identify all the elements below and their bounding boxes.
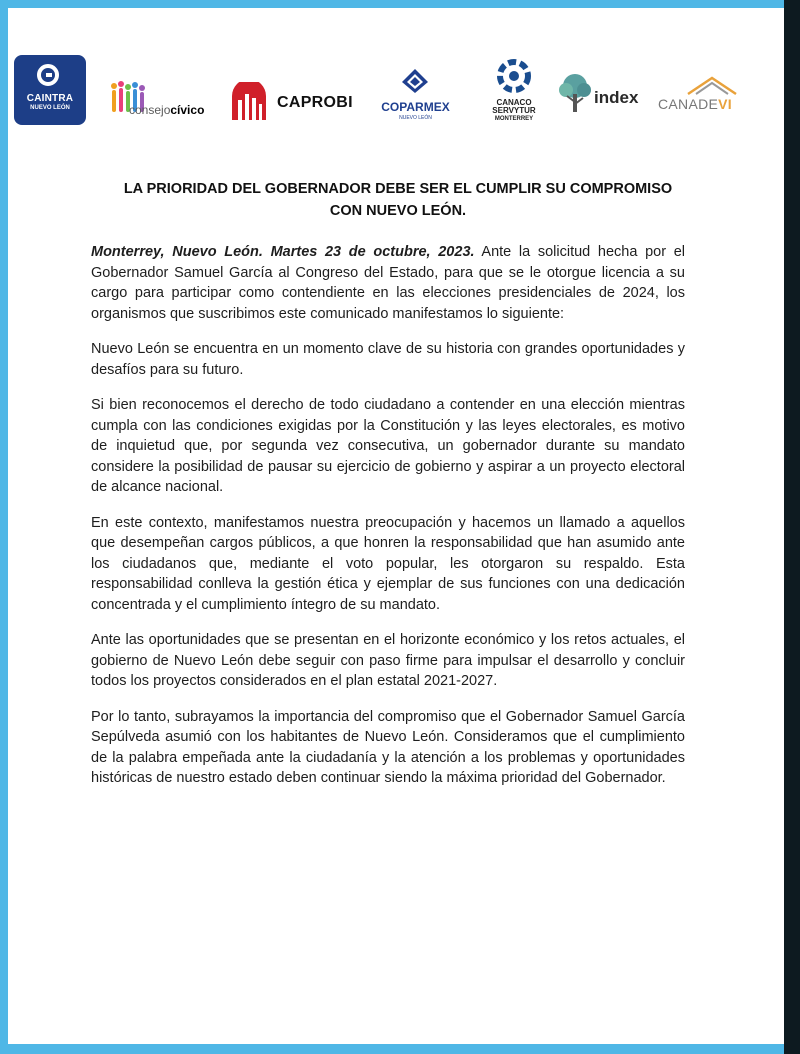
caprobi-name: CAPROBI [277, 94, 353, 111]
canaco-emblem-icon [494, 56, 534, 96]
canaco-logo [480, 56, 548, 138]
coparmex-name: COPARMEX [381, 100, 450, 114]
canadevi-name: CANADEVI [658, 96, 732, 112]
document-body [91, 242, 685, 804]
document-page [8, 8, 784, 1044]
coparmex-logo [368, 68, 463, 128]
caintra-logo [14, 55, 86, 125]
consejo-civico-logo [108, 76, 218, 126]
logo-strip [8, 8, 784, 148]
index-name: index [594, 88, 639, 107]
paragraph-3: Si bien reconocemos el derecho de todo ciudadano a contender en una elección mientras cumpla con las condiciones exigidas por la Constitución y las leyes electorales, es motivo de inquietud que, por segunda vez consecutiva, un gobernador durante su mandato considere la posibilidad de pausar su ejercicio de gobierno y aspirar a un proyecto electoral de alcance nacional. [91, 397, 685, 495]
roof-icon [686, 74, 738, 96]
caintra-name: CAINTRA [26, 93, 74, 104]
paragraph-4: En este contexto, manifestamos nuestra preocupación y hacemos un llamado a aquellos que desempeñan cargos públicos, a que honren la responsabilidad que han asumido ante los ciudadanos que, mediante el voto popular, les otorgaron su respaldo. Esta responsabilidad conlleva la gestión ética y ejemplar de sus funciones con una dedicación concentrada y el cumplimiento íntegro de su mandato. [91, 514, 685, 613]
screen-edge [784, 0, 800, 1054]
index-logo [556, 72, 646, 122]
coparmex-emblem-icon [401, 68, 429, 94]
dateline: Monterrey, Nuevo León. Martes 23 de octubre, 2023. [91, 244, 475, 260]
consejo-civico-name: consejocívico [129, 103, 205, 117]
coparmex-subname: NUEVO LEÓN [399, 115, 432, 121]
paragraph-5: Ante las oportunidades que se presentan en el horizonte económico y los retos actuales, el gobierno de Nuevo León debe seguir con paso firme para impulsar el desarrollo y concluir todos los proyectos considerados en el plan estatal 2021-2027. [91, 632, 685, 689]
canaco-name: CANACO SERVYTUR MONTERREY [492, 98, 536, 122]
paragraph-2: Nuevo León se encuentra en un momento clave de su historia con grandes oportunidades y desafíos para su futuro. [91, 341, 685, 378]
caprobi-logo [230, 82, 355, 122]
paragraph-intro: Monterrey, Nuevo León. Martes 23 de octubre, 2023. Ante la solicitud hecha por el Gobernador Samuel García al Congreso del Estado, para que se le otorgue licencia a su cargo para participar como contendiente en las elecciones presidenciales de 2024, los organismos que suscribimos este comunicado manifestamos lo siguiente: [91, 244, 685, 322]
canadevi-logo [656, 74, 751, 119]
paragraph-6: Por lo tanto, subrayamos la importancia del compromiso que el Gobernador Samuel García Sepúlveda asumió con los habitantes de Nuevo León. Consideramos que el cumplimiento de la palabra empeñada ante la ciudadanía y la atención a los problemas y oportunidades históricas de nuestro estado deben continuar siendo la máxima prioridad del Gobernador. [91, 708, 685, 786]
caintra-subname: NUEVO LEÓN [30, 105, 70, 111]
document-title: LA PRIORIDAD DEL GOBERNADOR DEBE SER EL CUMPLIR SU COMPROMISO CON NUEVO LEÓN. [123, 181, 673, 219]
caintra-icon [37, 64, 59, 86]
caprobi-building-icon [230, 82, 268, 122]
tree-icon [556, 72, 594, 116]
